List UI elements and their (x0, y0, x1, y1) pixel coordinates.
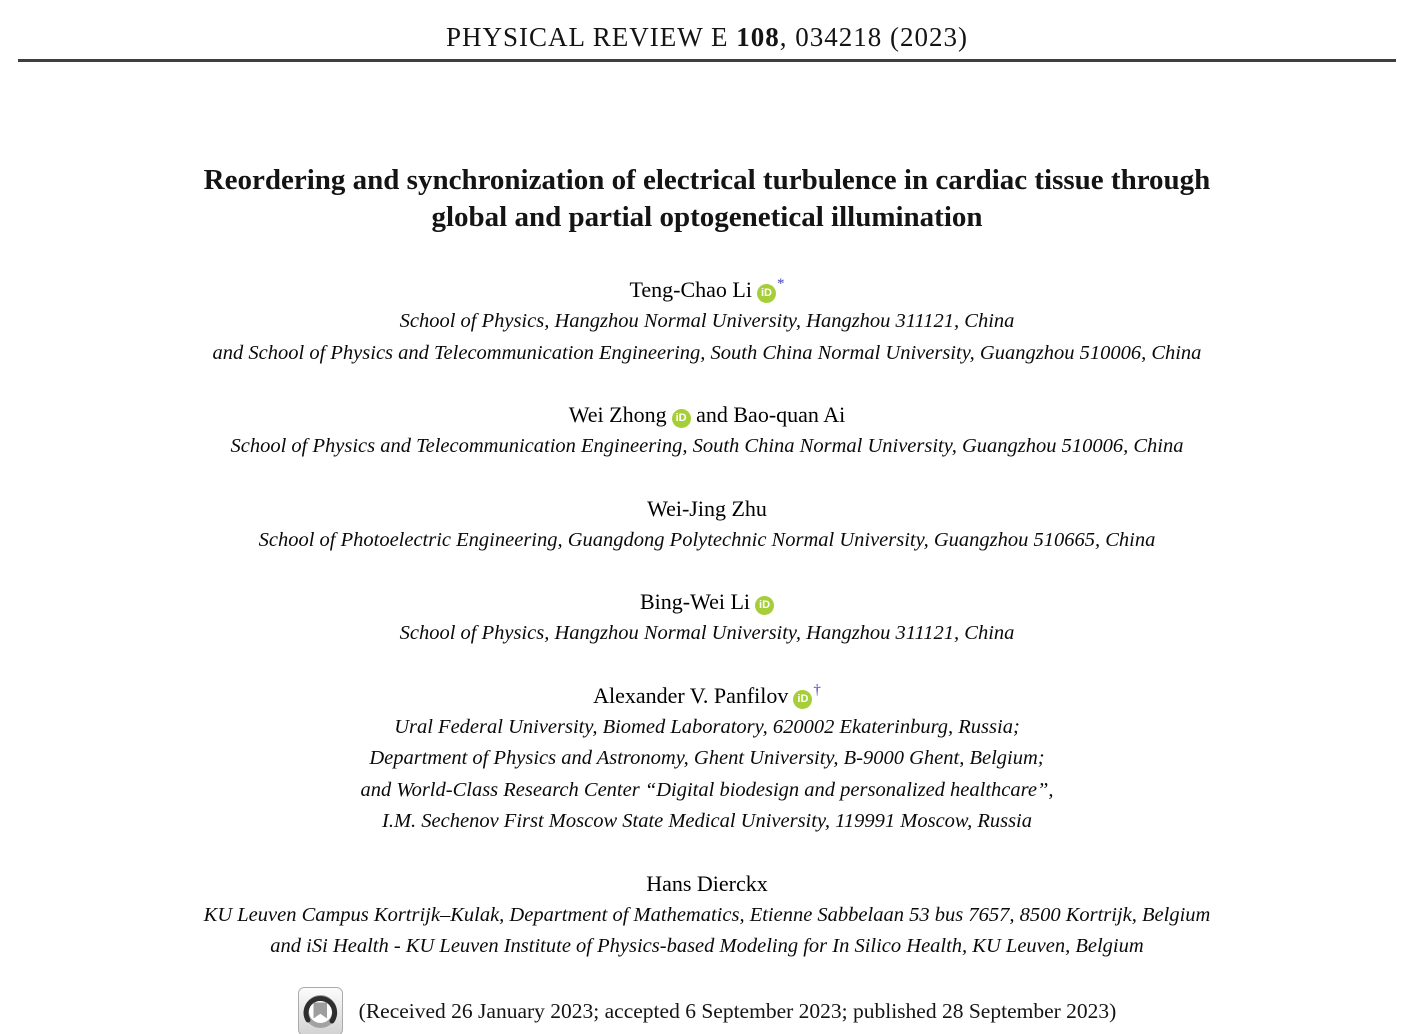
author-group-li (0, 273, 1414, 369)
received-dates: (Received 26 January 2023; accepted 6 September 2023; published 28 September 2023) (358, 999, 1117, 1023)
author-name: Teng-Chao Li (629, 277, 752, 302)
author-name: Hans Dierckx (646, 870, 768, 896)
journal-issue-info: , 034218 (2023) (779, 22, 968, 52)
author-name-line (0, 585, 1414, 618)
affiliation-line: School of Physics, Hangzhou Normal University, Hangzhou 311121, China (399, 622, 1015, 644)
author-group-zhong-ai (0, 398, 1414, 463)
paper-title-line2: global and partial optogenetical illumination (431, 201, 983, 233)
author-name-line (0, 867, 1414, 900)
author-name-line (0, 679, 1414, 712)
footnote-marker-asterisk: * (776, 276, 785, 292)
author-group-dierckx (0, 867, 1414, 963)
orcid-icon[interactable]: iD (757, 284, 776, 303)
affiliation-line: School of Physics and Telecommunication Engineering, South China Normal University, Guangzhou 510006, China (230, 435, 1184, 457)
author-name-line (0, 398, 1414, 431)
journal-volume: 108 (736, 22, 780, 52)
author-name-line (0, 273, 1414, 306)
affiliation-line: School of Physics, Hangzhou Normal University, Hangzhou 311121, China (399, 310, 1015, 332)
author-group-panfilov (0, 679, 1414, 838)
paper-title-line1: Reordering and synchronization of electrical turbulence in cardiac tissue through (203, 164, 1211, 196)
affiliation-line: KU Leuven Campus Kortrijk–Kulak, Department of Mathematics, Etienne Sabbelaan 53 bus 7657, 8500 Kortrijk, Belgium (203, 903, 1211, 926)
received-row (0, 987, 1414, 1034)
header-rule (18, 59, 1396, 62)
author-group-bingwei-li (0, 585, 1414, 650)
paper-title (0, 162, 1414, 236)
orcid-icon[interactable]: iD (672, 409, 691, 428)
author-name: Wei-Jing Zhu (647, 495, 767, 521)
affiliation-line: and School of Physics and Telecommunication Engineering, South China Normal University, Guangzhou 510006, China (212, 341, 1202, 364)
affiliation-line: School of Photoelectric Engineering, Guangdong Polytechnic Normal University, Guangzhou 510665, China (258, 528, 1156, 551)
orcid-icon[interactable]: iD (793, 690, 812, 709)
affiliation-line: Department of Physics and Astronomy, Ghent University, B-9000 Ghent, Belgium; (369, 747, 1045, 769)
affiliation-line: and World-Class Research Center “Digital biodesign and personalized healthcare”, (360, 778, 1054, 801)
author-name-line (0, 492, 1414, 525)
author-group-zhu (0, 492, 1414, 557)
author-name: Wei Zhong (568, 402, 667, 427)
orcid-icon[interactable]: iD (755, 596, 774, 615)
journal-header (0, 0, 1414, 54)
journal-name: PHYSICAL REVIEW E (446, 22, 737, 52)
affiliation-line: I.M. Sechenov First Moscow State Medical University, 119991 Moscow, Russia (382, 810, 1032, 832)
author-name: Alexander V. Panfilov (593, 682, 789, 708)
affiliation-line: Ural Federal University, Biomed Laboratory, 620002 Ekaterinburg, Russia; (394, 715, 1020, 738)
footnote-marker-dagger: † (813, 681, 821, 698)
crossmark-check-updates-icon[interactable] (298, 987, 343, 1034)
author-name: Bing-Wei Li (639, 589, 751, 614)
affiliation-line: and iSi Health - KU Leuven Institute of Physics-based Modeling for In Silico Health, KU Leuven, Belgium (270, 935, 1144, 957)
author-name: and Bao-quan Ai (690, 402, 846, 427)
